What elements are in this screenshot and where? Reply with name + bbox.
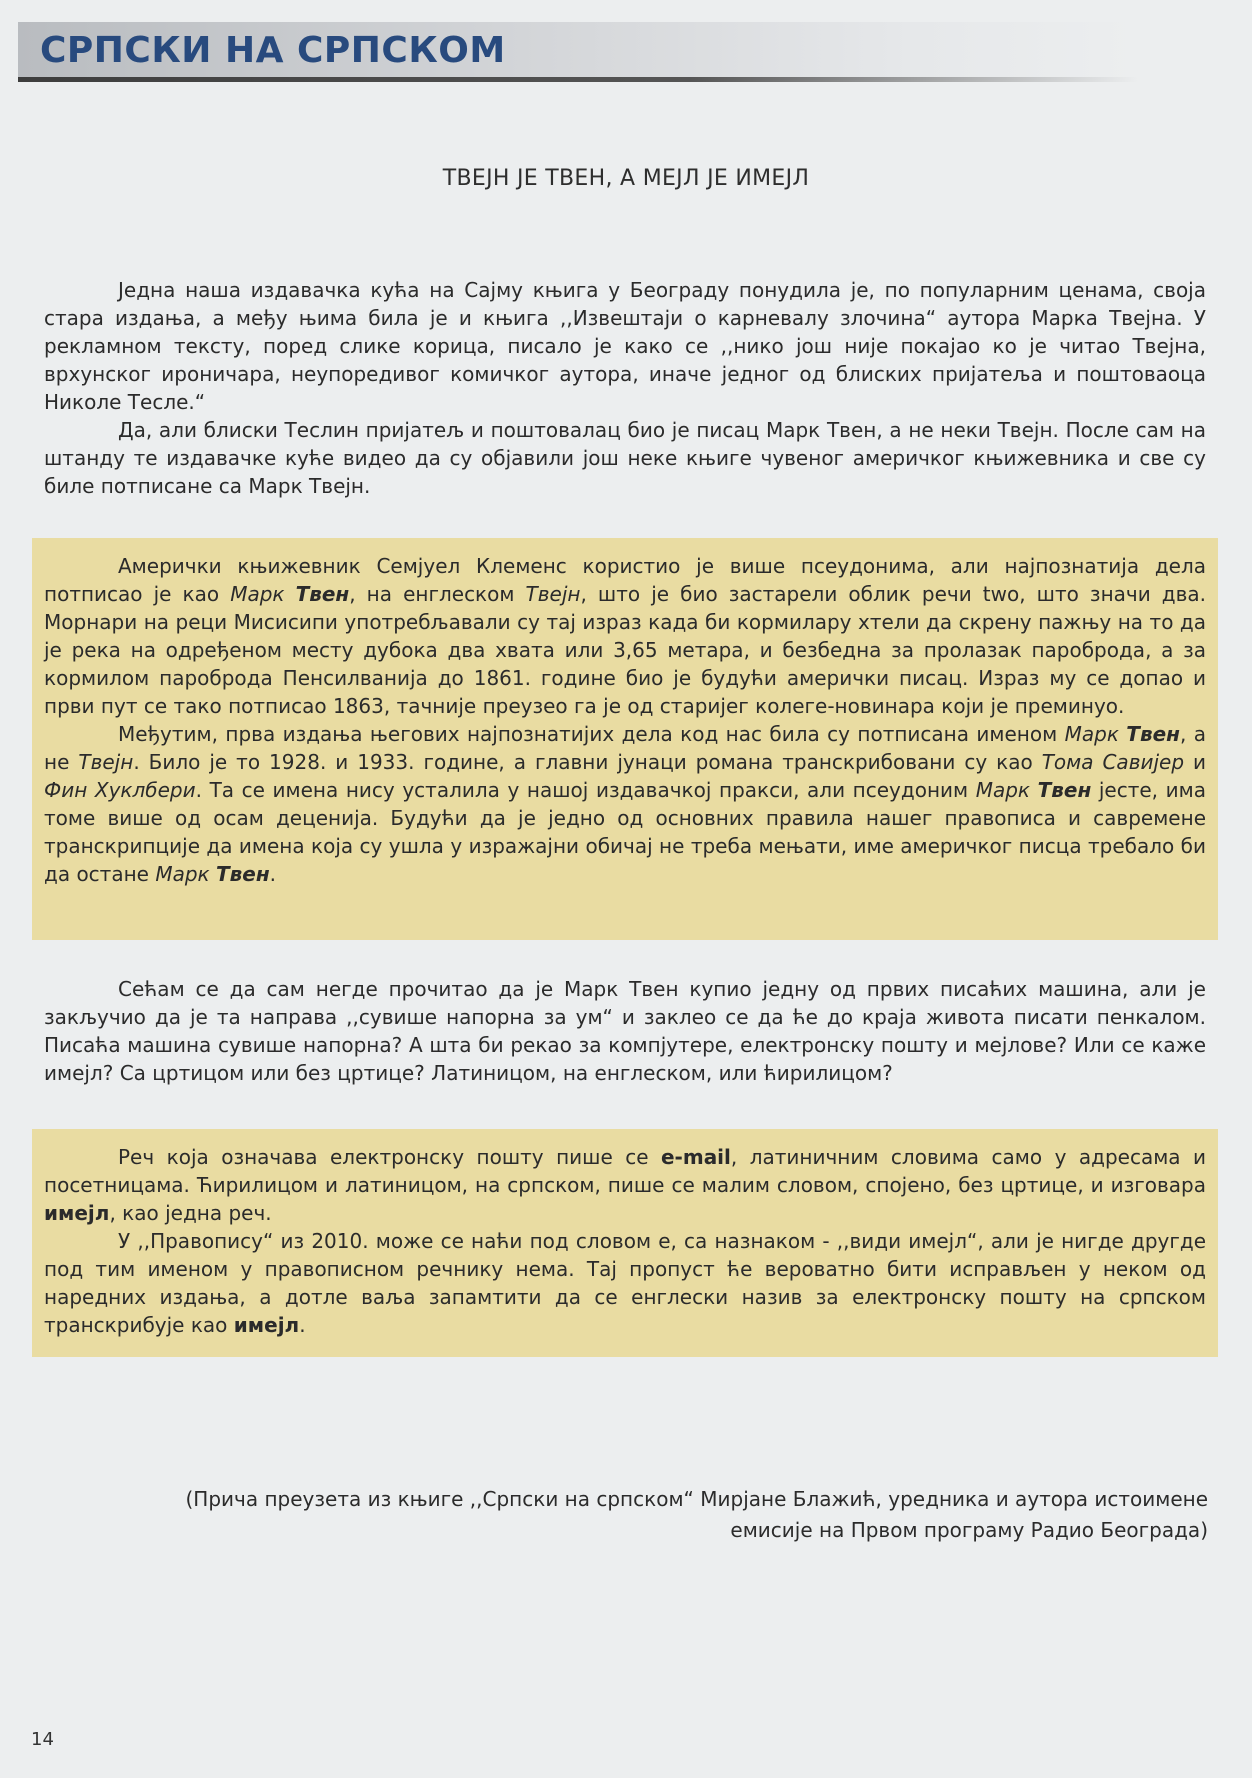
box2-paragraph-2: У ,,Правопису“ из 2010. може се наћи под словом е, са назнаком - ,,види имејл“, али је нигде другде под тим именом у правописном речнику нема. Тај пропуст ће вероватно бити исправљен у неком од наредних издања, а дотле ваља запамтити да се енглески назив за електронску пошту на српском транскрибује као имејл. — [44, 1229, 1206, 1337]
source-citation — [108, 1484, 1208, 1546]
header-rule — [18, 77, 1138, 82]
paragraph-1: Једна наша издавачка кућа на Сајму књига у Београду понудила је, по популарним ценама, своја стара издања, а међу њима била је и књига ,,Извештаји о карневалу злочина“ аутора Марка Твејна. У рекламном тексту, поред слике корица, писало је како се ,,нико још није покајао ко је читао Твејна, врхунског ироничара, неупоредивог комичког аутора, иначе једног од блиских пријатеља и поштоваоца Николе Тесле.“ — [44, 278, 1206, 414]
middle-section — [44, 975, 1206, 1087]
paragraph-3: Сећам се да сам негде прочитао да је Марк Твен купио једну од првих писаћих машина, али је закључио да је та направа ,,сувише напорна за ум“ и заклео се да ће до краја живота писати пенкалом. Писаћа машина сувише напорна? А шта би рекао за компјутере, електронску пошту и мејлове? Или се каже имејл? Са цртицом или без цртице? Латиницом, на енглеском, или ћирилицом? — [44, 977, 1206, 1085]
paragraph-2: Да, али блиски Теслин пријатељ и поштовалац био је писац Марк Твен, а не неки Твејн. После сам на штанду те издавачке куће видео да су објавили још неке књиге чувеног америчког књижевника и све су биле потписане са Марк Твејн. — [44, 418, 1206, 498]
header-title: СРПСКИ НА СРПСКОМ — [40, 30, 506, 71]
page-header — [18, 22, 1138, 80]
box1-paragraph-1: Амерички књижевник Семјуел Клеменс користио је више псеудонима, али најпознатија дела потписао је као Марк Твен, на енглеском Твејн, што је био застарели облик речи two, што значи два. Морнари на реци Мисисипи употребљавали су тај израз када би кормилару хтели да скрену пажњу на то да је река на одређеном месту дубока два хвата или 3,65 метара, и безбедна за пролазак пароброда, а за кормилом пароброда Пенсилванија до 1861. године био је будући амерички писац. Израз му се допао и први пут се тако потписао 1863, тачније преузео га је од старијег колеге-новинара који је преминуо. — [44, 554, 1207, 718]
article-title: ТВЕЈН ЈЕ ТВЕН, А МЕЈЛ ЈЕ ИМЕЈЛ — [442, 166, 810, 191]
highlight-box-2 — [32, 1129, 1218, 1357]
box2-paragraph-1: Реч која означава електронску пошту пише се e-mail, латиничним словима само у адресама и посетницама. Ћирилицом и латиницом, на српском, пише се малим словом, спојено, без цртице, и изговара имејл, као једна реч. — [44, 1145, 1206, 1225]
intro-section — [44, 276, 1206, 500]
box1-paragraph-2: Међутим, прва издања његових најпознатијих дела код нас била су потписана именом Марк Твен, а не Твејн. Било је то 1928. и 1933. године, а главни јунаци романа транскрибовани су као Тома Савијер и Фин Хуклбери. Та се имена нису усталила у нашој издавачкој пракси, али псеудоним Марк Твен јесте, има томе више од осам деценија. Будући да је једно од основних правила нашег правописа и савремене транскрипције да имена која су ушла у изражајни обичај не треба мењати, име америчког писца требало би да остане Марк Твен. — [44, 722, 1207, 886]
source-line-2: емисије на Првом програму Радио Београда) — [730, 1518, 1208, 1542]
highlight-box-1 — [32, 538, 1218, 940]
source-line-1: (Прича преузета из књиге ,,Српски на српском“ Мирјане Блажић, уредника и аутора истоимене — [185, 1487, 1208, 1511]
page-number: 14 — [31, 1729, 54, 1750]
